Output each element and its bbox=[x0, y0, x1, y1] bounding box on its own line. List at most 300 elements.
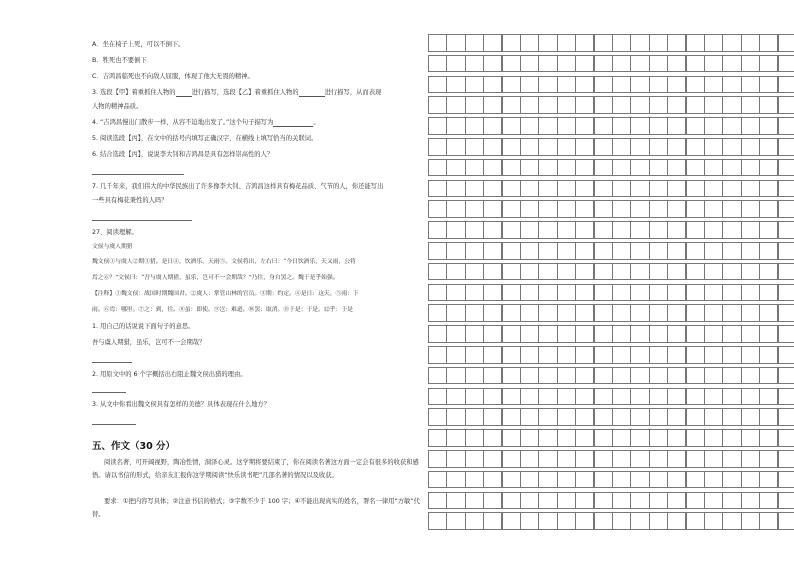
grid-cell[interactable] bbox=[667, 76, 686, 94]
answer-line[interactable] bbox=[92, 174, 184, 175]
grid-cell[interactable] bbox=[649, 96, 668, 114]
grid-cell[interactable] bbox=[778, 429, 794, 447]
grid-cell[interactable] bbox=[428, 367, 447, 385]
grid-cell[interactable] bbox=[630, 138, 649, 156]
grid-cell[interactable] bbox=[630, 117, 649, 135]
grid-cell[interactable] bbox=[483, 96, 502, 114]
grid-cell[interactable] bbox=[630, 159, 649, 177]
grid-cell[interactable] bbox=[428, 76, 447, 94]
grid-cell[interactable] bbox=[575, 55, 594, 73]
grid-cell[interactable] bbox=[686, 512, 705, 530]
grid-cell[interactable] bbox=[667, 180, 686, 198]
grid-cell[interactable] bbox=[575, 34, 594, 52]
grid-cell[interactable] bbox=[722, 367, 741, 385]
grid-cell[interactable] bbox=[575, 221, 594, 239]
grid-cell[interactable] bbox=[630, 367, 649, 385]
grid-cell[interactable] bbox=[722, 34, 741, 52]
grid-cell[interactable] bbox=[649, 159, 668, 177]
grid-cell[interactable] bbox=[594, 34, 613, 52]
grid-cell[interactable] bbox=[446, 96, 465, 114]
grid-cell[interactable] bbox=[465, 242, 484, 260]
grid-cell[interactable] bbox=[428, 117, 447, 135]
grid-cell[interactable] bbox=[667, 471, 686, 489]
grid-cell[interactable] bbox=[667, 450, 686, 468]
grid-cell[interactable] bbox=[483, 304, 502, 322]
grid-cell[interactable] bbox=[446, 408, 465, 426]
grid-cell[interactable] bbox=[704, 492, 723, 510]
grid-cell[interactable] bbox=[520, 242, 539, 260]
grid-cell[interactable] bbox=[428, 325, 447, 343]
grid-cell[interactable] bbox=[667, 34, 686, 52]
grid-cell[interactable] bbox=[538, 117, 557, 135]
grid-cell[interactable] bbox=[612, 242, 631, 260]
grid-cell[interactable] bbox=[630, 221, 649, 239]
grid-cell[interactable] bbox=[612, 117, 631, 135]
grid-cell[interactable] bbox=[630, 200, 649, 218]
grid-cell[interactable] bbox=[428, 221, 447, 239]
grid-cell[interactable] bbox=[759, 242, 778, 260]
grid-cell[interactable] bbox=[594, 180, 613, 198]
grid-cell[interactable] bbox=[428, 471, 447, 489]
grid-cell[interactable] bbox=[686, 200, 705, 218]
grid-cell[interactable] bbox=[483, 180, 502, 198]
grid-cell[interactable] bbox=[667, 242, 686, 260]
grid-cell[interactable] bbox=[557, 450, 576, 468]
grid-cell[interactable] bbox=[538, 388, 557, 406]
grid-cell[interactable] bbox=[722, 159, 741, 177]
grid-cell[interactable] bbox=[686, 325, 705, 343]
answer-line[interactable] bbox=[92, 362, 132, 363]
grid-cell[interactable] bbox=[446, 180, 465, 198]
grid-cell[interactable] bbox=[649, 221, 668, 239]
grid-cell[interactable] bbox=[520, 117, 539, 135]
grid-cell[interactable] bbox=[612, 388, 631, 406]
grid-cell[interactable] bbox=[630, 346, 649, 364]
grid-cell[interactable] bbox=[612, 76, 631, 94]
grid-cell[interactable] bbox=[502, 34, 521, 52]
grid-cell[interactable] bbox=[759, 325, 778, 343]
grid-cell[interactable] bbox=[446, 263, 465, 281]
grid-cell[interactable] bbox=[483, 346, 502, 364]
grid-cell[interactable] bbox=[483, 408, 502, 426]
grid-cell[interactable] bbox=[428, 284, 447, 302]
grid-cell[interactable] bbox=[759, 96, 778, 114]
grid-cell[interactable] bbox=[630, 471, 649, 489]
grid-cell[interactable] bbox=[446, 76, 465, 94]
answer-blank[interactable] bbox=[273, 119, 313, 127]
grid-cell[interactable] bbox=[594, 492, 613, 510]
grid-cell[interactable] bbox=[612, 429, 631, 447]
grid-cell[interactable] bbox=[630, 492, 649, 510]
grid-cell[interactable] bbox=[759, 471, 778, 489]
grid-cell[interactable] bbox=[538, 221, 557, 239]
grid-cell[interactable] bbox=[483, 34, 502, 52]
grid-cell[interactable] bbox=[722, 55, 741, 73]
grid-cell[interactable] bbox=[446, 159, 465, 177]
grid-cell[interactable] bbox=[465, 450, 484, 468]
grid-cell[interactable] bbox=[428, 263, 447, 281]
grid-cell[interactable] bbox=[704, 180, 723, 198]
grid-cell[interactable] bbox=[538, 138, 557, 156]
grid-cell[interactable] bbox=[612, 367, 631, 385]
grid-cell[interactable] bbox=[704, 325, 723, 343]
grid-cell[interactable] bbox=[594, 450, 613, 468]
grid-cell[interactable] bbox=[520, 200, 539, 218]
grid-cell[interactable] bbox=[465, 388, 484, 406]
grid-cell[interactable] bbox=[778, 346, 794, 364]
grid-cell[interactable] bbox=[520, 450, 539, 468]
grid-cell[interactable] bbox=[465, 55, 484, 73]
grid-cell[interactable] bbox=[741, 325, 760, 343]
grid-cell[interactable] bbox=[667, 263, 686, 281]
grid-cell[interactable] bbox=[704, 408, 723, 426]
grid-cell[interactable] bbox=[630, 96, 649, 114]
grid-cell[interactable] bbox=[502, 471, 521, 489]
grid-cell[interactable] bbox=[649, 242, 668, 260]
grid-cell[interactable] bbox=[483, 76, 502, 94]
grid-cell[interactable] bbox=[704, 55, 723, 73]
grid-cell[interactable] bbox=[741, 200, 760, 218]
grid-cell[interactable] bbox=[704, 471, 723, 489]
grid-cell[interactable] bbox=[483, 450, 502, 468]
grid-cell[interactable] bbox=[630, 512, 649, 530]
grid-cell[interactable] bbox=[465, 408, 484, 426]
grid-cell[interactable] bbox=[538, 304, 557, 322]
answer-line[interactable] bbox=[92, 392, 126, 393]
grid-cell[interactable] bbox=[741, 263, 760, 281]
grid-cell[interactable] bbox=[686, 367, 705, 385]
grid-cell[interactable] bbox=[759, 159, 778, 177]
grid-cell[interactable] bbox=[778, 242, 794, 260]
grid-cell[interactable] bbox=[446, 492, 465, 510]
grid-cell[interactable] bbox=[649, 138, 668, 156]
grid-cell[interactable] bbox=[667, 200, 686, 218]
grid-cell[interactable] bbox=[502, 159, 521, 177]
grid-cell[interactable] bbox=[667, 492, 686, 510]
grid-cell[interactable] bbox=[483, 55, 502, 73]
grid-cell[interactable] bbox=[465, 96, 484, 114]
grid-cell[interactable] bbox=[594, 388, 613, 406]
grid-cell[interactable] bbox=[538, 263, 557, 281]
grid-cell[interactable] bbox=[667, 159, 686, 177]
grid-cell[interactable] bbox=[557, 284, 576, 302]
grid-cell[interactable] bbox=[741, 117, 760, 135]
grid-cell[interactable] bbox=[575, 471, 594, 489]
grid-cell[interactable] bbox=[630, 34, 649, 52]
grid-cell[interactable] bbox=[538, 408, 557, 426]
grid-cell[interactable] bbox=[520, 367, 539, 385]
grid-cell[interactable] bbox=[465, 263, 484, 281]
grid-cell[interactable] bbox=[759, 304, 778, 322]
grid-cell[interactable] bbox=[446, 242, 465, 260]
grid-cell[interactable] bbox=[686, 138, 705, 156]
grid-cell[interactable] bbox=[759, 388, 778, 406]
grid-cell[interactable] bbox=[538, 471, 557, 489]
grid-cell[interactable] bbox=[538, 242, 557, 260]
grid-cell[interactable] bbox=[428, 159, 447, 177]
grid-cell[interactable] bbox=[520, 263, 539, 281]
grid-cell[interactable] bbox=[704, 117, 723, 135]
grid-cell[interactable] bbox=[520, 492, 539, 510]
grid-cell[interactable] bbox=[741, 242, 760, 260]
grid-cell[interactable] bbox=[686, 388, 705, 406]
grid-cell[interactable] bbox=[575, 117, 594, 135]
grid-cell[interactable] bbox=[722, 512, 741, 530]
grid-cell[interactable] bbox=[649, 284, 668, 302]
grid-cell[interactable] bbox=[502, 55, 521, 73]
grid-cell[interactable] bbox=[502, 180, 521, 198]
grid-cell[interactable] bbox=[520, 325, 539, 343]
grid-cell[interactable] bbox=[465, 34, 484, 52]
grid-cell[interactable] bbox=[741, 221, 760, 239]
grid-cell[interactable] bbox=[759, 512, 778, 530]
grid-cell[interactable] bbox=[538, 55, 557, 73]
grid-cell[interactable] bbox=[538, 284, 557, 302]
grid-cell[interactable] bbox=[557, 388, 576, 406]
grid-cell[interactable] bbox=[575, 138, 594, 156]
grid-cell[interactable] bbox=[686, 180, 705, 198]
grid-cell[interactable] bbox=[502, 242, 521, 260]
grid-cell[interactable] bbox=[722, 138, 741, 156]
grid-cell[interactable] bbox=[704, 367, 723, 385]
grid-cell[interactable] bbox=[594, 138, 613, 156]
grid-cell[interactable] bbox=[428, 242, 447, 260]
grid-cell[interactable] bbox=[649, 325, 668, 343]
grid-cell[interactable] bbox=[557, 325, 576, 343]
grid-cell[interactable] bbox=[612, 200, 631, 218]
grid-cell[interactable] bbox=[502, 388, 521, 406]
grid-cell[interactable] bbox=[686, 284, 705, 302]
grid-cell[interactable] bbox=[575, 408, 594, 426]
grid-cell[interactable] bbox=[465, 346, 484, 364]
grid-cell[interactable] bbox=[465, 117, 484, 135]
grid-cell[interactable] bbox=[612, 492, 631, 510]
grid-cell[interactable] bbox=[428, 96, 447, 114]
grid-cell[interactable] bbox=[612, 512, 631, 530]
grid-cell[interactable] bbox=[667, 55, 686, 73]
grid-cell[interactable] bbox=[520, 180, 539, 198]
grid-cell[interactable] bbox=[741, 367, 760, 385]
grid-cell[interactable] bbox=[465, 180, 484, 198]
grid-cell[interactable] bbox=[649, 512, 668, 530]
grid-cell[interactable] bbox=[667, 429, 686, 447]
grid-cell[interactable] bbox=[612, 180, 631, 198]
grid-cell[interactable] bbox=[759, 408, 778, 426]
grid-cell[interactable] bbox=[686, 117, 705, 135]
grid-cell[interactable] bbox=[759, 429, 778, 447]
grid-cell[interactable] bbox=[704, 34, 723, 52]
grid-cell[interactable] bbox=[502, 367, 521, 385]
grid-cell[interactable] bbox=[446, 429, 465, 447]
grid-cell[interactable] bbox=[686, 263, 705, 281]
grid-cell[interactable] bbox=[630, 429, 649, 447]
grid-cell[interactable] bbox=[630, 284, 649, 302]
grid-cell[interactable] bbox=[649, 450, 668, 468]
grid-cell[interactable] bbox=[520, 388, 539, 406]
grid-cell[interactable] bbox=[520, 96, 539, 114]
grid-cell[interactable] bbox=[594, 221, 613, 239]
grid-cell[interactable] bbox=[520, 159, 539, 177]
grid-cell[interactable] bbox=[538, 96, 557, 114]
grid-cell[interactable] bbox=[446, 304, 465, 322]
grid-cell[interactable] bbox=[630, 408, 649, 426]
grid-cell[interactable] bbox=[759, 450, 778, 468]
grid-cell[interactable] bbox=[686, 55, 705, 73]
grid-cell[interactable] bbox=[520, 471, 539, 489]
grid-cell[interactable] bbox=[428, 346, 447, 364]
grid-cell[interactable] bbox=[465, 304, 484, 322]
grid-cell[interactable] bbox=[686, 34, 705, 52]
answer-blank[interactable] bbox=[176, 89, 192, 97]
grid-cell[interactable] bbox=[557, 429, 576, 447]
grid-cell[interactable] bbox=[483, 492, 502, 510]
grid-cell[interactable] bbox=[704, 96, 723, 114]
grid-cell[interactable] bbox=[759, 55, 778, 73]
grid-cell[interactable] bbox=[778, 450, 794, 468]
grid-cell[interactable] bbox=[686, 450, 705, 468]
grid-cell[interactable] bbox=[428, 408, 447, 426]
grid-cell[interactable] bbox=[759, 200, 778, 218]
grid-cell[interactable] bbox=[465, 221, 484, 239]
grid-cell[interactable] bbox=[649, 76, 668, 94]
grid-cell[interactable] bbox=[612, 96, 631, 114]
grid-cell[interactable] bbox=[612, 138, 631, 156]
grid-cell[interactable] bbox=[428, 492, 447, 510]
grid-cell[interactable] bbox=[649, 304, 668, 322]
grid-cell[interactable] bbox=[686, 304, 705, 322]
grid-cell[interactable] bbox=[741, 96, 760, 114]
grid-cell[interactable] bbox=[612, 471, 631, 489]
grid-cell[interactable] bbox=[594, 346, 613, 364]
grid-cell[interactable] bbox=[594, 471, 613, 489]
grid-cell[interactable] bbox=[483, 159, 502, 177]
grid-cell[interactable] bbox=[538, 346, 557, 364]
grid-cell[interactable] bbox=[502, 492, 521, 510]
grid-cell[interactable] bbox=[704, 388, 723, 406]
grid-cell[interactable] bbox=[594, 408, 613, 426]
grid-cell[interactable] bbox=[704, 76, 723, 94]
grid-cell[interactable] bbox=[594, 304, 613, 322]
grid-cell[interactable] bbox=[612, 221, 631, 239]
grid-cell[interactable] bbox=[594, 159, 613, 177]
grid-cell[interactable] bbox=[649, 117, 668, 135]
grid-cell[interactable] bbox=[778, 284, 794, 302]
grid-cell[interactable] bbox=[649, 388, 668, 406]
grid-cell[interactable] bbox=[428, 512, 447, 530]
grid-cell[interactable] bbox=[759, 263, 778, 281]
grid-cell[interactable] bbox=[667, 117, 686, 135]
grid-cell[interactable] bbox=[502, 263, 521, 281]
grid-cell[interactable] bbox=[778, 159, 794, 177]
grid-cell[interactable] bbox=[778, 221, 794, 239]
grid-cell[interactable] bbox=[759, 346, 778, 364]
grid-cell[interactable] bbox=[722, 180, 741, 198]
grid-cell[interactable] bbox=[428, 429, 447, 447]
grid-cell[interactable] bbox=[575, 180, 594, 198]
grid-cell[interactable] bbox=[759, 367, 778, 385]
grid-cell[interactable] bbox=[483, 117, 502, 135]
grid-cell[interactable] bbox=[483, 429, 502, 447]
grid-cell[interactable] bbox=[446, 221, 465, 239]
grid-cell[interactable] bbox=[520, 34, 539, 52]
grid-cell[interactable] bbox=[759, 221, 778, 239]
grid-cell[interactable] bbox=[667, 325, 686, 343]
grid-cell[interactable] bbox=[502, 221, 521, 239]
grid-cell[interactable] bbox=[649, 429, 668, 447]
grid-cell[interactable] bbox=[704, 159, 723, 177]
grid-cell[interactable] bbox=[483, 512, 502, 530]
grid-cell[interactable] bbox=[741, 429, 760, 447]
grid-cell[interactable] bbox=[778, 34, 794, 52]
grid-cell[interactable] bbox=[741, 284, 760, 302]
grid-cell[interactable] bbox=[686, 221, 705, 239]
grid-cell[interactable] bbox=[538, 180, 557, 198]
grid-cell[interactable] bbox=[520, 512, 539, 530]
grid-cell[interactable] bbox=[520, 55, 539, 73]
grid-cell[interactable] bbox=[557, 492, 576, 510]
grid-cell[interactable] bbox=[465, 159, 484, 177]
grid-cell[interactable] bbox=[502, 138, 521, 156]
grid-cell[interactable] bbox=[722, 346, 741, 364]
grid-cell[interactable] bbox=[575, 492, 594, 510]
grid-cell[interactable] bbox=[741, 34, 760, 52]
grid-cell[interactable] bbox=[446, 471, 465, 489]
grid-cell[interactable] bbox=[630, 180, 649, 198]
grid-cell[interactable] bbox=[575, 263, 594, 281]
grid-cell[interactable] bbox=[538, 34, 557, 52]
grid-cell[interactable] bbox=[704, 512, 723, 530]
grid-cell[interactable] bbox=[667, 284, 686, 302]
grid-cell[interactable] bbox=[667, 408, 686, 426]
grid-cell[interactable] bbox=[446, 367, 465, 385]
grid-cell[interactable] bbox=[557, 180, 576, 198]
grid-cell[interactable] bbox=[704, 200, 723, 218]
grid-cell[interactable] bbox=[667, 512, 686, 530]
grid-cell[interactable] bbox=[686, 492, 705, 510]
grid-cell[interactable] bbox=[557, 512, 576, 530]
grid-cell[interactable] bbox=[575, 388, 594, 406]
grid-cell[interactable] bbox=[538, 492, 557, 510]
grid-cell[interactable] bbox=[575, 512, 594, 530]
grid-cell[interactable] bbox=[465, 76, 484, 94]
grid-cell[interactable] bbox=[465, 138, 484, 156]
grid-cell[interactable] bbox=[649, 408, 668, 426]
grid-cell[interactable] bbox=[594, 96, 613, 114]
grid-cell[interactable] bbox=[686, 76, 705, 94]
grid-cell[interactable] bbox=[502, 429, 521, 447]
grid-cell[interactable] bbox=[704, 450, 723, 468]
grid-cell[interactable] bbox=[520, 346, 539, 364]
grid-cell[interactable] bbox=[722, 471, 741, 489]
grid-cell[interactable] bbox=[722, 304, 741, 322]
grid-cell[interactable] bbox=[630, 55, 649, 73]
grid-cell[interactable] bbox=[557, 138, 576, 156]
grid-cell[interactable] bbox=[557, 346, 576, 364]
grid-cell[interactable] bbox=[502, 76, 521, 94]
grid-cell[interactable] bbox=[557, 117, 576, 135]
grid-cell[interactable] bbox=[612, 450, 631, 468]
grid-cell[interactable] bbox=[686, 471, 705, 489]
grid-cell[interactable] bbox=[778, 512, 794, 530]
grid-cell[interactable] bbox=[649, 200, 668, 218]
grid-cell[interactable] bbox=[483, 138, 502, 156]
grid-cell[interactable] bbox=[722, 117, 741, 135]
grid-cell[interactable] bbox=[741, 159, 760, 177]
grid-cell[interactable] bbox=[722, 242, 741, 260]
grid-cell[interactable] bbox=[704, 304, 723, 322]
answer-blank[interactable] bbox=[299, 89, 325, 97]
grid-cell[interactable] bbox=[520, 138, 539, 156]
